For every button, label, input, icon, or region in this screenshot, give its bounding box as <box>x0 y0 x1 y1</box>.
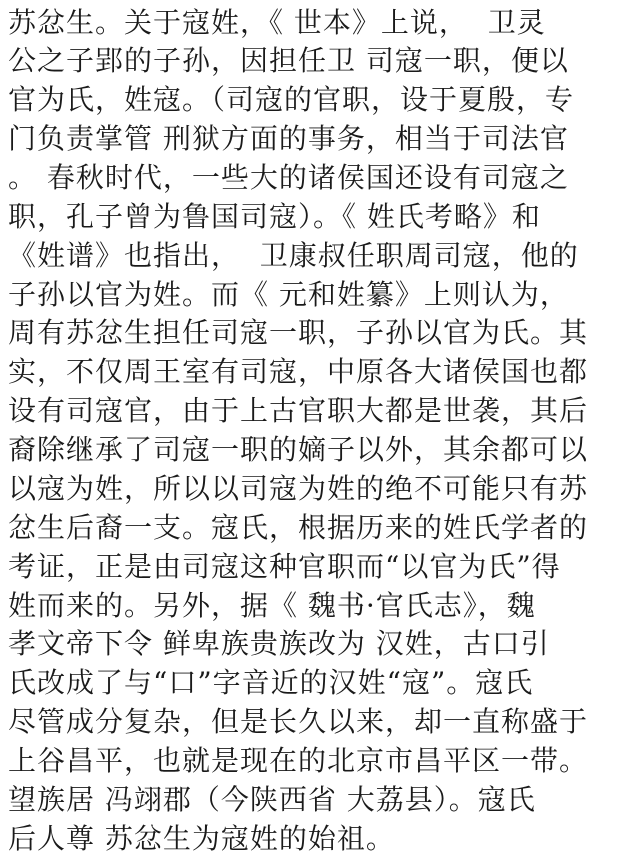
text-line-17: 孝文帝下令 鲜卑族贵族改为 汉姓，古口引 <box>8 627 550 660</box>
text-line-12: 裔除继承了司寇一职的嫡子以外，其余都可以 <box>8 433 589 466</box>
text-line-7: 《姓谱》也指出， 卫康叔任职周司寇，他的 <box>8 239 579 272</box>
text-line-15: 考证，正是由司寇这种官职而“以官为氏”得 <box>8 550 561 583</box>
text-line-13: 以寇为姓，所以以司寇为姓的绝不可能只有苏 <box>8 472 589 505</box>
text-line-11: 设有司寇官，由于上古官职大都是世袭，其后 <box>8 394 589 427</box>
text-line-8: 子孙以官为姓。而《 元和姓纂》上则认为， <box>8 278 569 311</box>
text-line-1: 苏忿生。关于寇姓，《 世本》上说， 卫灵 <box>8 6 546 39</box>
text-line-19: 尽管成分复杂，但是长久以来，却一直称盛于 <box>8 705 589 738</box>
text-line-10: 实，不仅周王室有司寇，中原各大诸侯国也都 <box>8 355 589 388</box>
text-line-9: 周有苏忿生担任司寇一职，子孙以官为氏。其 <box>8 316 589 349</box>
text-line-2: 公之子郢的子孙，因担任卫 司寇一职，便以 <box>8 44 569 77</box>
text-line-6: 职，孔子曾为鲁国司寇）。《 姓氏考略》和 <box>8 200 541 233</box>
text-line-20: 上谷昌平，也就是现在的北京市昌平区一带。 <box>8 744 589 777</box>
text-line-22: 后人尊 苏忿生为寇姓的始祖。 <box>8 822 395 855</box>
text-line-4: 门负责掌管 刑狱方面的事务，相当于司法官 <box>8 122 569 155</box>
text-line-3: 官为氏，姓寇。（司寇的官职，设于夏殷，专 <box>8 83 575 116</box>
text-line-18: 氏改成了与“口”字音近的汉姓“寇”。寇氏 <box>8 666 534 699</box>
text-line-16: 姓而来的。另外，据《 魏书·官氏志》，魏 <box>8 589 536 622</box>
text-line-21: 望族居 冯翊郡（今陕西省 大荔县）。寇氏 <box>8 783 536 816</box>
text-line-5: 。 春秋时代，一些大的诸侯国还设有司寇之 <box>8 161 569 194</box>
text-line-14: 忿生后裔一支。寇氏，根据历来的姓氏学者的 <box>8 511 589 544</box>
